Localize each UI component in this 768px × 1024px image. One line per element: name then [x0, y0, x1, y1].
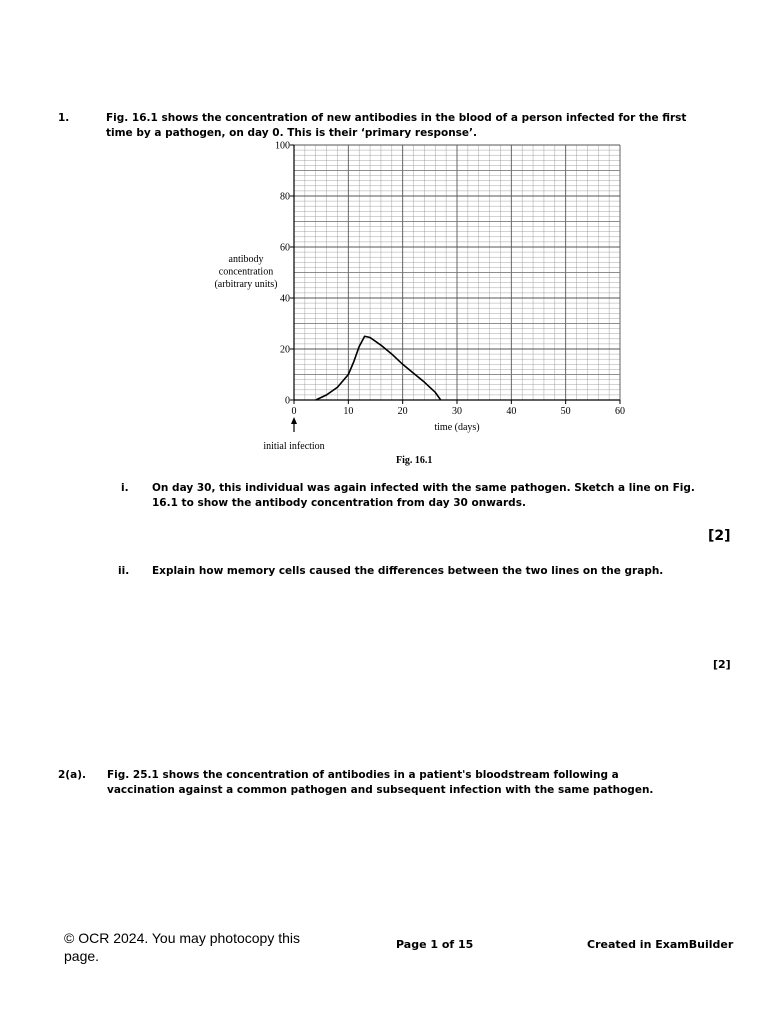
y-tick-label: 100 — [275, 140, 290, 152]
question-2a-number: 2(a). — [58, 769, 86, 781]
y-axis-label-line: antibody — [228, 254, 264, 265]
x-tick-label: 60 — [615, 406, 625, 417]
chart-major-grid — [294, 145, 620, 400]
x-axis-label: time (days) — [434, 422, 480, 433]
series-line — [316, 336, 441, 400]
y-tick-label: 80 — [280, 191, 290, 203]
figure-caption: Fig. 16.1 — [396, 455, 433, 466]
footer-created: Created in ExamBuilder — [587, 938, 734, 951]
x-tick-label: 20 — [397, 406, 408, 417]
chart-axes — [290, 145, 620, 404]
footer-copyright-line1: © OCR 2024. You may photocopy this — [64, 930, 301, 946]
y-axis-label-line: concentration — [218, 266, 274, 278]
part-i-marks: [2] — [708, 528, 731, 544]
question-1-stem — [106, 111, 746, 141]
infection-arrow-head — [291, 417, 297, 424]
chart-tick-labels — [275, 141, 625, 418]
question-1-stem-line1: Fig. 16.1 shows the concentration of new antibodies in the blood of a person infected for the first — [106, 112, 687, 124]
part-i-text — [152, 481, 742, 511]
part-i-line1: On day 30, this individual was again infected with the same pathogen. Sketch a line on Fig. — [152, 482, 695, 494]
question-1-number: 1. — [58, 112, 70, 124]
chart-labels — [214, 254, 479, 452]
y-axis-label-line: (arbitrary units) — [214, 279, 278, 290]
chart-series — [316, 336, 441, 400]
y-tick-label: 40 — [280, 293, 290, 305]
x-tick-label: 30 — [452, 406, 462, 417]
x-tick-label: 0 — [291, 406, 297, 417]
part-ii-label: ii. — [118, 565, 130, 577]
question-2a-line2: vaccination against a common pathogen and subsequent infection with the same pathogen. — [107, 784, 654, 796]
footer-copyright-line2: page. — [64, 948, 100, 964]
part-i-line2: 16.1 to show the antibody concentration from day 30 onwards. — [152, 497, 526, 509]
part-ii-marks: [2] — [713, 658, 731, 671]
y-tick-label: 60 — [280, 242, 290, 254]
part-i-label: i. — [121, 482, 129, 494]
question-2a-line1: Fig. 25.1 shows the concentration of antibodies in a patient's bloodstream following a — [107, 769, 619, 781]
y-tick-label: 20 — [280, 344, 290, 356]
question-2a-stem — [107, 768, 747, 798]
x-tick-label: 50 — [560, 406, 571, 417]
part-ii-text: Explain how memory cells caused the differences between the two lines on the graph. — [152, 565, 664, 577]
initial-infection-label: initial infection — [263, 441, 325, 452]
footer-page-number: Page 1 of 15 — [396, 938, 474, 951]
antibody-chart — [200, 138, 640, 473]
y-tick-label: 0 — [285, 395, 290, 407]
x-tick-label: 40 — [506, 406, 517, 417]
question-1-stem-line2: time by a pathogen, on day 0. This is their ‘primary response’. — [106, 127, 478, 139]
x-tick-label: 10 — [343, 406, 354, 417]
footer-copyright — [64, 929, 300, 965]
